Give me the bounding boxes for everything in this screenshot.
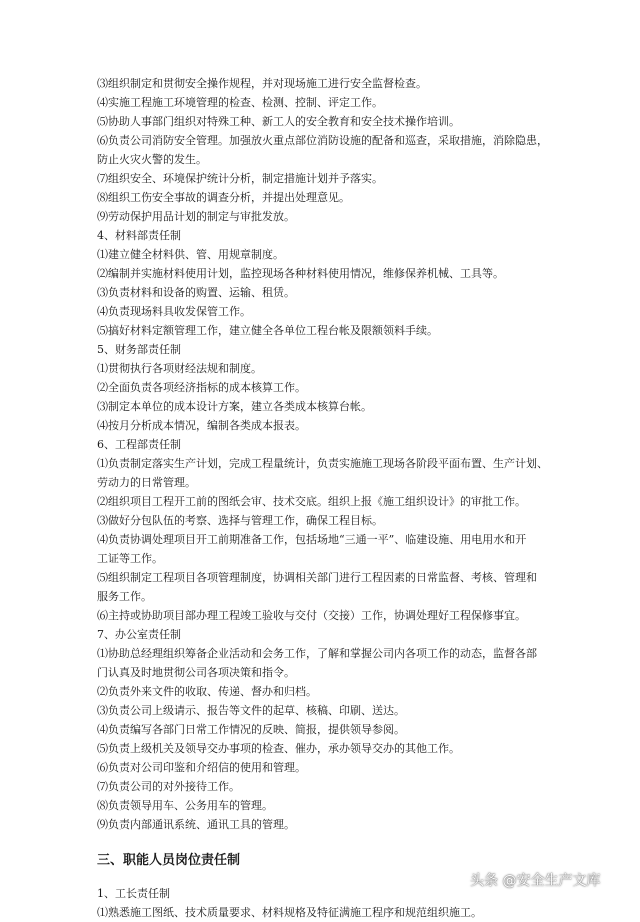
text-line: ⑷负责协调处理项目开工前期准备工作，包括场地“三通一平”、临建设施、用电用水和开: [97, 533, 527, 546]
text-line: ⑸负责上级机关及领导交办事项的检查、催办，承办领导交办的其他工作。: [97, 742, 460, 755]
text-line: 门认真及时地贯彻公司各项决策和指令。: [97, 666, 295, 679]
text-line: ⑷负责现场料具收发保管工作。: [97, 305, 251, 318]
text-line: ⑴建立健全材料供、管、用规章制度。: [97, 248, 284, 261]
text-line: ⑴负责制定落实生产计划，完成工程量统计，负责实施施工现场各阶段平面布置、生产计划、: [97, 457, 548, 470]
text-line: ⑸协助人事部门组织对特殊工种、新工人的安全教育和安全技术操作培训。: [97, 115, 460, 128]
text-line: ⑶组织制定和贯彻安全操作规程，并对现场施工进行安全监督检查。: [97, 77, 427, 90]
section-heading: 三、职能人员岗位责任制: [97, 853, 241, 868]
text-line: ⑹负责对公司印鉴和介绍信的使用和管理。: [97, 761, 306, 774]
document-body: [97, 74, 557, 922]
text-line: ⑺负责公司的对外接待工作。: [97, 780, 240, 793]
text-line: ⑼劳动保护用品计划的制定与审批发放。: [97, 210, 295, 223]
text-line: ⑵负责外来文件的收取、传递、督办和归档。: [97, 685, 317, 698]
text-line: 工证等工作。: [97, 552, 163, 565]
text-line: ⑶负责材料和设备的购置、运输、租赁。: [97, 286, 295, 299]
text-line: ⑵编制并实施材料使用计划，监控现场各种材料使用情况，维修保养机械、工具等。: [97, 267, 504, 280]
text-line: ⑴协助总经理组织筹备企业活动和会务工作，了解和掌握公司内各项工作的动态，监督各部: [97, 647, 537, 660]
text-line: ⑻负责领导用车、公务用车的管理。: [97, 799, 273, 812]
text-line: ⑹负责公司消防安全管理。加强放火重点部位消防设施的配备和巡查，采取措施，消除隐患，: [97, 134, 548, 147]
subsection-title: 5、财务部责任制: [97, 343, 181, 356]
text-line: ⑴熟悉施工图纸、技术质量要求、材料规格及特征满施工程序和规范组织施工。: [97, 906, 482, 919]
source-watermark: 头条 @安全生产文库: [470, 873, 601, 889]
text-line: ⑼负责内部通讯系统、通讯工具的管理。: [97, 818, 295, 831]
text-line: ⑷按月分析成本情况，编制各类成本报表。: [97, 419, 306, 432]
text-line: ⑶负责公司上级请示、报告等文件的起草、核稿、印刷、送达。: [97, 704, 405, 717]
text-line: ⑷负责编写各部门日常工作情况的反映、简报，提供领导参阅。: [97, 723, 405, 736]
text-line: ⑸搞好材料定额管理工作，建立健全各单位工程台帐及限额领料手续。: [97, 324, 438, 337]
subsection-title: 4、材料部责任制: [97, 229, 181, 242]
text-line: 劳动力的日常管理。: [97, 476, 196, 489]
text-line: ⑴贯彻执行各项财经法规和制度。: [97, 362, 262, 375]
text-line: ⑺组织安全、环境保护统计分析，制定措施计划并予落实。: [97, 172, 383, 185]
text-line: ⑸组织制定工程项目各项管理制度，协调相关部门进行工程因素的日常监督、考核、管理和: [97, 571, 537, 584]
text-line: ⑹主持或协助项目部办理工程竣工验收与交付（交接）工作，协调处理好工程保修事宜。: [97, 609, 526, 622]
subsection-title: 6、工程部责任制: [97, 438, 181, 451]
text-line: 防止火灾火警的发生。: [97, 153, 207, 166]
subsection-title: 1、工长责任制: [97, 887, 170, 900]
text-line: ⑶做好分包队伍的考察、选择与管理工作，确保工程目标。: [97, 514, 383, 527]
text-line: ⑻组织工伤安全事故的调查分析，并提出处理意见。: [97, 191, 350, 204]
text-line: 服务工作。: [97, 590, 152, 603]
text-line: ⑷实施工程施工环境管理的检查、检测、控制、评定工作。: [97, 96, 383, 109]
text-line: ⑵全面负责各项经济指标的成本核算工作。: [97, 381, 306, 394]
text-line: ⑵组织项目工程开工前的图纸会审、技术交底。组织上报《施工组织设计》的审批工作。: [97, 495, 526, 508]
subsection-title: 7、办公室责任制: [97, 628, 181, 641]
text-line: ⑶制定本单位的成本设计方案，建立各类成本核算台帐。: [97, 400, 372, 413]
